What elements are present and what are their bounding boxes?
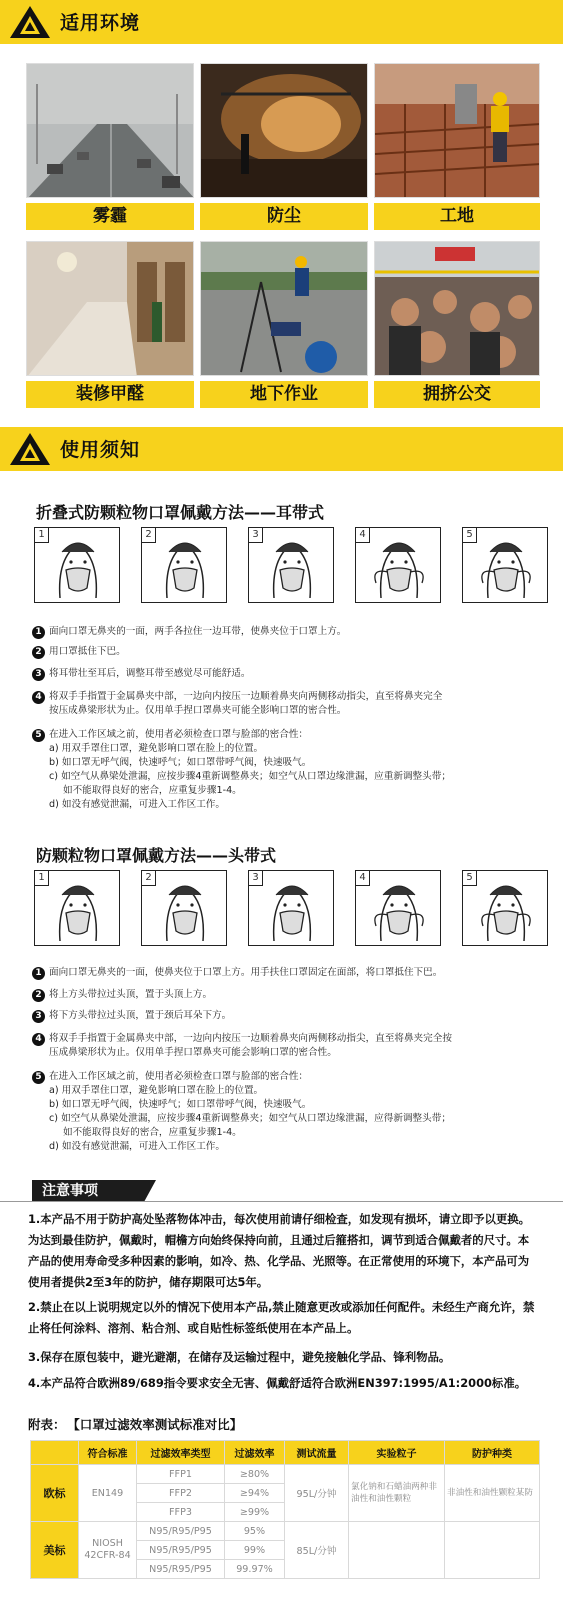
table-cell: 99.97% — [225, 1560, 285, 1579]
instruction-item: 1 面向口罩无鼻夹的一面，使鼻夹位于口罩上方。用手扶住口罩固定在面部，将口罩抵住下巴。 — [32, 966, 532, 980]
step-badge: 1 — [32, 967, 45, 980]
divider — [0, 1201, 563, 1202]
table-header-cell: 过滤效率类型 — [137, 1441, 225, 1465]
filter-standard-table — [30, 1440, 540, 1579]
table-cell: 非油性和油性颗粒某防 — [445, 1465, 540, 1522]
table-header-cell: 防护种类 — [445, 1441, 540, 1465]
notice-item-3: 3.保存在原包装中，避光避潮，在储存及运输过程中，避免接触化学品、锋利物品。 — [28, 1350, 451, 1364]
headband-step-illustration — [248, 870, 334, 946]
warning-triangle-icon — [8, 431, 52, 467]
step-badge: 3 — [32, 668, 45, 681]
earloop-step-illustration — [355, 527, 441, 603]
notice-item-4: 4.本产品符合欧洲89/689指令要求安全无害、佩戴舒适符合欧洲EN397:1995/A1:2000标准。 — [28, 1376, 527, 1390]
table-cell: ≥80% — [225, 1465, 285, 1484]
section-header-environment — [0, 0, 563, 44]
photo-dust — [200, 63, 368, 198]
step-number: 1 — [35, 871, 49, 886]
table-header-cell: 测试流量 — [285, 1441, 349, 1465]
photo-underground — [200, 241, 368, 376]
table-row — [31, 1522, 540, 1541]
step-badge: 2 — [32, 989, 45, 1002]
photo-construction — [374, 63, 540, 198]
table-header-cell — [31, 1441, 79, 1465]
instruction-item: 3 将耳带壮至耳后，调整耳带至感觉尽可能舒适。 — [32, 667, 532, 681]
method-title-headband: 防颗粒物口罩佩戴方法——头带式 — [36, 846, 277, 865]
table-cell: 95L/分钟 — [285, 1465, 349, 1522]
section-header-instructions — [0, 427, 563, 471]
table-row — [31, 1465, 540, 1484]
method-title-earloop: 折叠式防颗粒物口罩佩戴方法——耳带式 — [36, 503, 325, 522]
instruction-item: 2 将上方头带拉过头顶，置于头顶上方。 — [32, 988, 532, 1002]
notice-header: 注意事项 — [32, 1180, 144, 1202]
step-number: 2 — [142, 528, 156, 543]
step-badge: 4 — [32, 1033, 45, 1046]
table-cell: 氯化钠和石蜡油两种非油性和油性颗粒 — [349, 1465, 445, 1522]
step-number: 5 — [463, 528, 477, 543]
table-cell: 85L/分钟 — [285, 1522, 349, 1579]
env-label-underground: 地下作业 — [200, 381, 368, 408]
headband-step-illustration — [462, 870, 548, 946]
table-cell: ≥94% — [225, 1484, 285, 1503]
instruction-item: 2 用口罩抵住下巴。 — [32, 645, 532, 659]
step-number: 3 — [249, 528, 263, 543]
instruction-item: 3 将下方头带拉过头顶，置于颈后耳朵下方。 — [32, 1009, 532, 1023]
step-badge: 3 — [32, 1010, 45, 1023]
env-label-bus: 拥挤公交 — [374, 381, 540, 408]
step-badge: 1 — [32, 626, 45, 639]
appendix-label: 附表： — [28, 1417, 66, 1432]
table-cell — [349, 1522, 445, 1579]
table-cell: N95/R95/P95 — [137, 1541, 225, 1560]
env-label-dust: 防尘 — [200, 203, 368, 230]
step-badge: 5 — [32, 1071, 45, 1084]
headband-step-illustration — [355, 870, 441, 946]
earloop-step-illustration — [462, 527, 548, 603]
table-cell: FFP3 — [137, 1503, 225, 1522]
table-cell: N95/R95/P95 — [137, 1522, 225, 1541]
row-header-us: 美标 — [31, 1522, 79, 1579]
table-header-cell: 过滤效率 — [225, 1441, 285, 1465]
table-header-cell: 符合标准 — [79, 1441, 137, 1465]
appendix-title — [28, 1415, 242, 1433]
instruction-item: 5 在进入工作区域之前，使用者必须检查口罩与脸部的密合性： a) 用双手罩住口罩，避免影响口罩在脸上的位置。 b) 如口罩无呼气阀，快速呼气；如口罩带呼气阀，快速吸气。 c) 如空气从鼻梁处泄漏，应按步骤4重新调整鼻夹；如空气从口罩边缘泄漏，应得新调整头带； 如不能取得良好的密合，应重复步骤1-4。 d) 如没有感觉泄漏，可进入工作区工作。 — [32, 1070, 532, 1154]
appendix-table-title: 【口罩过滤效率测试标准对比】 — [73, 1417, 243, 1432]
table-cell: 99% — [225, 1541, 285, 1560]
earloop-step-illustration — [248, 527, 334, 603]
earloop-step-illustration — [141, 527, 227, 603]
env-label-construction: 工地 — [374, 203, 540, 230]
step-number: 3 — [249, 871, 263, 886]
step-number: 1 — [35, 528, 49, 543]
table-cell: 95% — [225, 1522, 285, 1541]
table-header-cell: 实验粒子 — [349, 1441, 445, 1465]
step-badge: 5 — [32, 729, 45, 742]
table-cell: ≥99% — [225, 1503, 285, 1522]
step-badge: 4 — [32, 691, 45, 704]
section-title: 适用环境 — [60, 12, 141, 34]
step-number: 5 — [463, 871, 477, 886]
table-cell: N95/R95/P95 — [137, 1560, 225, 1579]
instruction-item: 5 在进入工作区域之前，使用者必须检查口罩与脸部的密合性： a) 用双手罩住口罩，避免影响口罩在脸上的位置。 b) 如口罩无呼气阀，快速呼气；如口罩带呼气阀，快速吸气。 c) 如空气从鼻梁处泄漏，应按步骤4重新调整鼻夹；如空气从口罩边缘泄漏，应重新调整头带； 如不能取得良好的密合，应重复步骤1-4。 d) 如没有感觉泄漏，可进入工作区工作。 — [32, 728, 532, 812]
step-badge: 2 — [32, 646, 45, 659]
table-cell: NIOSH 42CFR-84 — [79, 1522, 137, 1579]
earloop-step-illustration — [34, 527, 120, 603]
notice-item-2: 2.禁止在以上说明规定以外的情况下使用本产品,禁止随意更改或添加任何配件。未经生产商允许，禁止将任何涂料、溶剂、粘合剂、或自贴性标签纸使用在本产品上。 — [28, 1300, 535, 1335]
step-number: 2 — [142, 871, 156, 886]
photo-bus — [374, 241, 540, 376]
section-title: 使用须知 — [60, 439, 141, 461]
row-header-eu: 欧标 — [31, 1465, 79, 1522]
env-label-renovation: 装修甲醛 — [26, 381, 194, 408]
headband-step-illustration — [141, 870, 227, 946]
instruction-item: 4 将双手手指置于金属鼻夹中部，一边向内按压一边顺着鼻夹向两侧移动指尖，直至将鼻夹完全按 压成鼻梁形状为止。仅用单手捏口罩鼻夹可能会影响口罩的密合性。 — [32, 1032, 532, 1060]
table-cell: FFP1 — [137, 1465, 225, 1484]
warning-triangle-icon — [8, 4, 52, 40]
table-header-row — [31, 1441, 540, 1465]
step-number: 4 — [356, 871, 370, 886]
notice-item-1: 1.本产品不用于防护高处坠落物体冲击，每次使用前请仔细检查，如发现有损坏，请立即予以更换。为达到最佳防护，佩戴时，帽檐方向始终保持向前，且通过后箍搭扣，调节到适合佩戴者的尺寸。本产品的使用寿命受多种因素的影响，如冷、热、化学品、光照等。在正常使用的环境下，本产品可为使用者提供2至3年的防护，储存期限可达5年。 — [28, 1212, 531, 1289]
table-cell — [445, 1522, 540, 1579]
photo-renovation — [26, 241, 194, 376]
instruction-item: 4 将双手手指置于金属鼻夹中部，一边向内按压一边顺着鼻夹向两侧移动指尖，直至将鼻夹完全 按压成鼻梁形状为止。仅用单手捏口罩鼻夹可能全影响口罩的密合性。 — [32, 690, 532, 718]
headband-step-illustration — [34, 870, 120, 946]
table-cell: FFP2 — [137, 1484, 225, 1503]
table-cell: EN149 — [79, 1465, 137, 1522]
instruction-item: 1 面向口罩无鼻夹的一面，两手各拉住一边耳带，使鼻夹位于口罩上方。 — [32, 625, 532, 639]
photo-smog — [26, 63, 194, 198]
step-number: 4 — [356, 528, 370, 543]
env-label-smog: 雾霾 — [26, 203, 194, 230]
